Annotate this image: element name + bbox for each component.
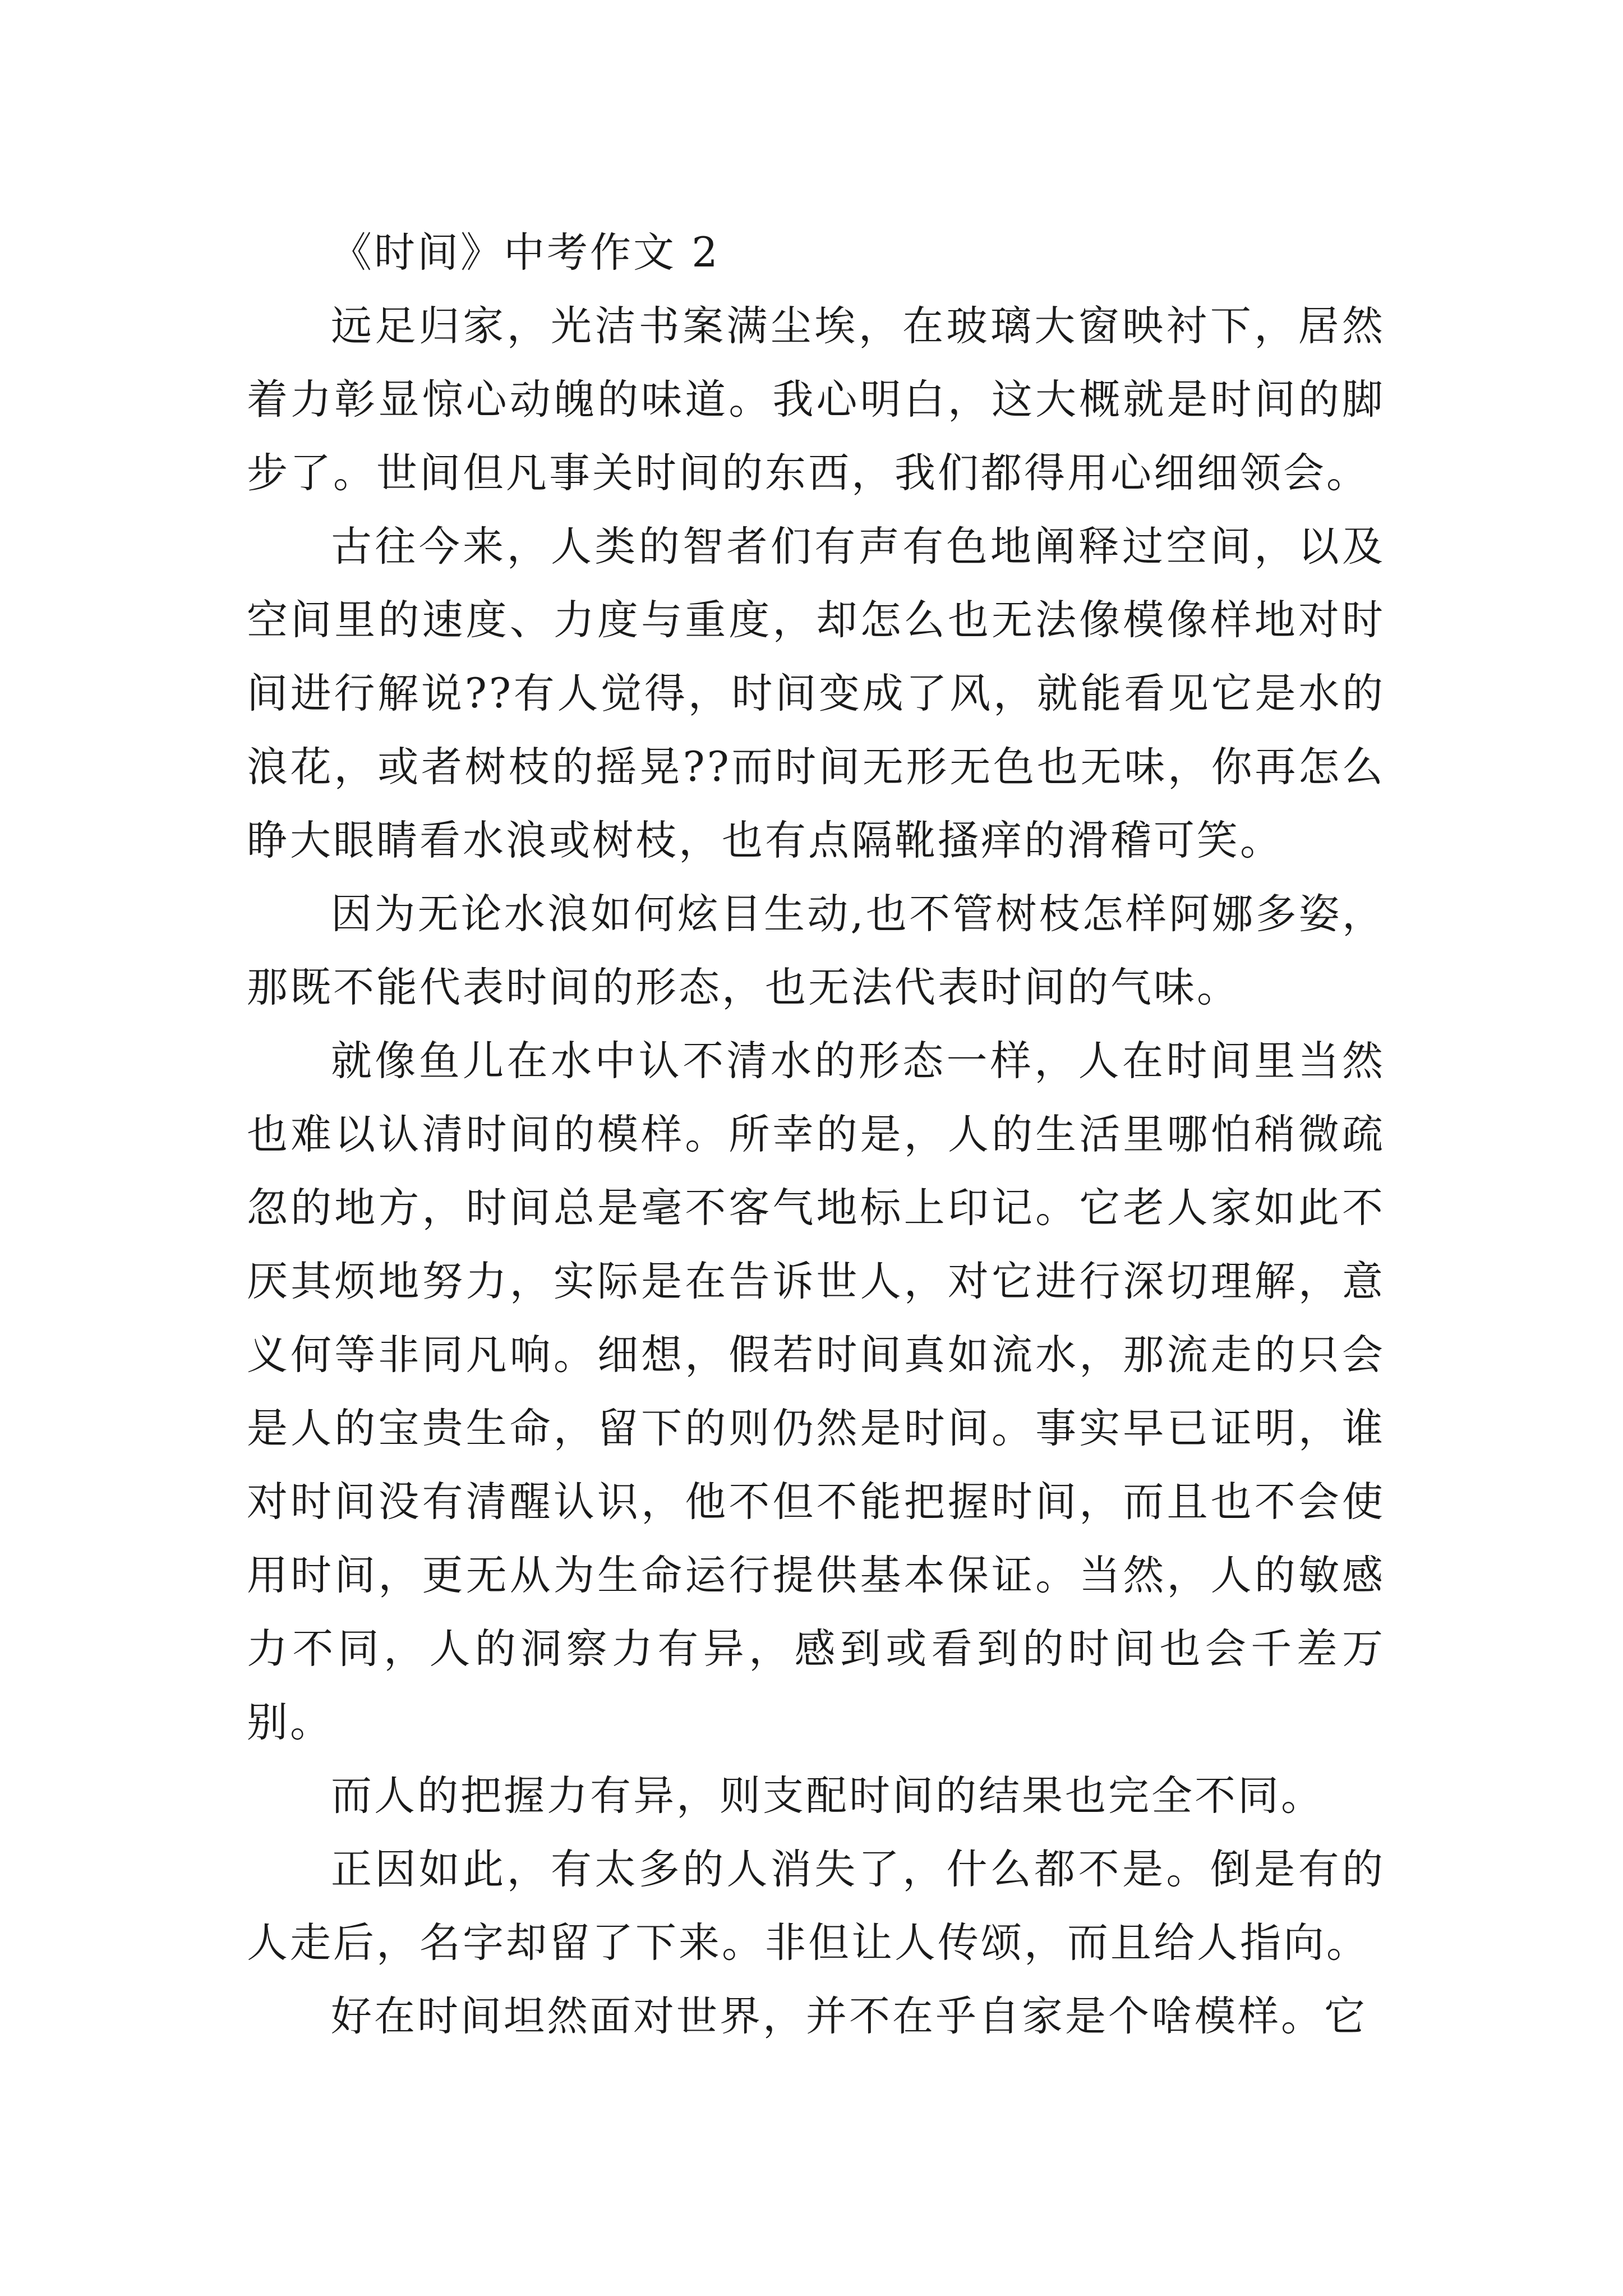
paragraph-5: 而人的把握力有异，则支配时间的结果也完全不同。 [331,1772,1324,1820]
document-body [247,216,1385,2053]
paragraph-3: 因为无论水浪如何炫目生动,也不管树枝怎样阿娜多姿，那既不能代表时间的形态，也无法代表时间的气味。 [247,890,1385,1011]
paragraph-2: 古往今来，人类的智者们有声有色地阐释过空间，以及空间里的速度、力度与重度，却怎么也无法像模像样地对时间进行解说??有人觉得，时间变成了风，就能看见它是水的浪花，或者树枝的摇晃??而时间无形无色也无味，你再怎么睁大眼睛看水浪或树枝，也有点隔靴搔痒的滑稽可笑。 [247,523,1385,864]
document-title: 《时间》中考作文 2 [331,229,720,277]
paragraph-6: 正因如此，有太多的人消失了，什么都不是。倒是有的人走后，名字却留了下来。非但让人传颂，而且给人指向。 [247,1846,1385,1967]
paragraph-4: 就像鱼儿在水中认不清水的形态一样，人在时间里当然也难以认清时间的模样。所幸的是，人的生活里哪怕稍微疏忽的地方，时间总是毫不客气地标上印记。它老人家如此不厌其烦地努力，实际是在告诉世人，对它进行深切理解，意义何等非同凡响。细想，假若时间真如流水，那流走的只会是人的宝贵生命，留下的则仍然是时间。事实早已证明，谁对时间没有清醒认识，他不但不能把握时间，而且也不会使用时间，更无从为生命运行提供基本保证。当然，人的敏感力不同，人的洞察力有异，感到或看到的时间也会千差万别。 [247,1037,1385,1746]
paragraph-1: 远足归家，光洁书案满尘埃，在玻璃大窗映衬下，居然着力彰显惊心动魄的味道。我心明白，这大概就是时间的脚步了。世间但凡事关时间的东西，我们都得用心细细领会。 [247,302,1385,497]
paragraph-7: 好在时间坦然面对世界，并不在乎自家是个啥模样。它 [331,1993,1367,2040]
